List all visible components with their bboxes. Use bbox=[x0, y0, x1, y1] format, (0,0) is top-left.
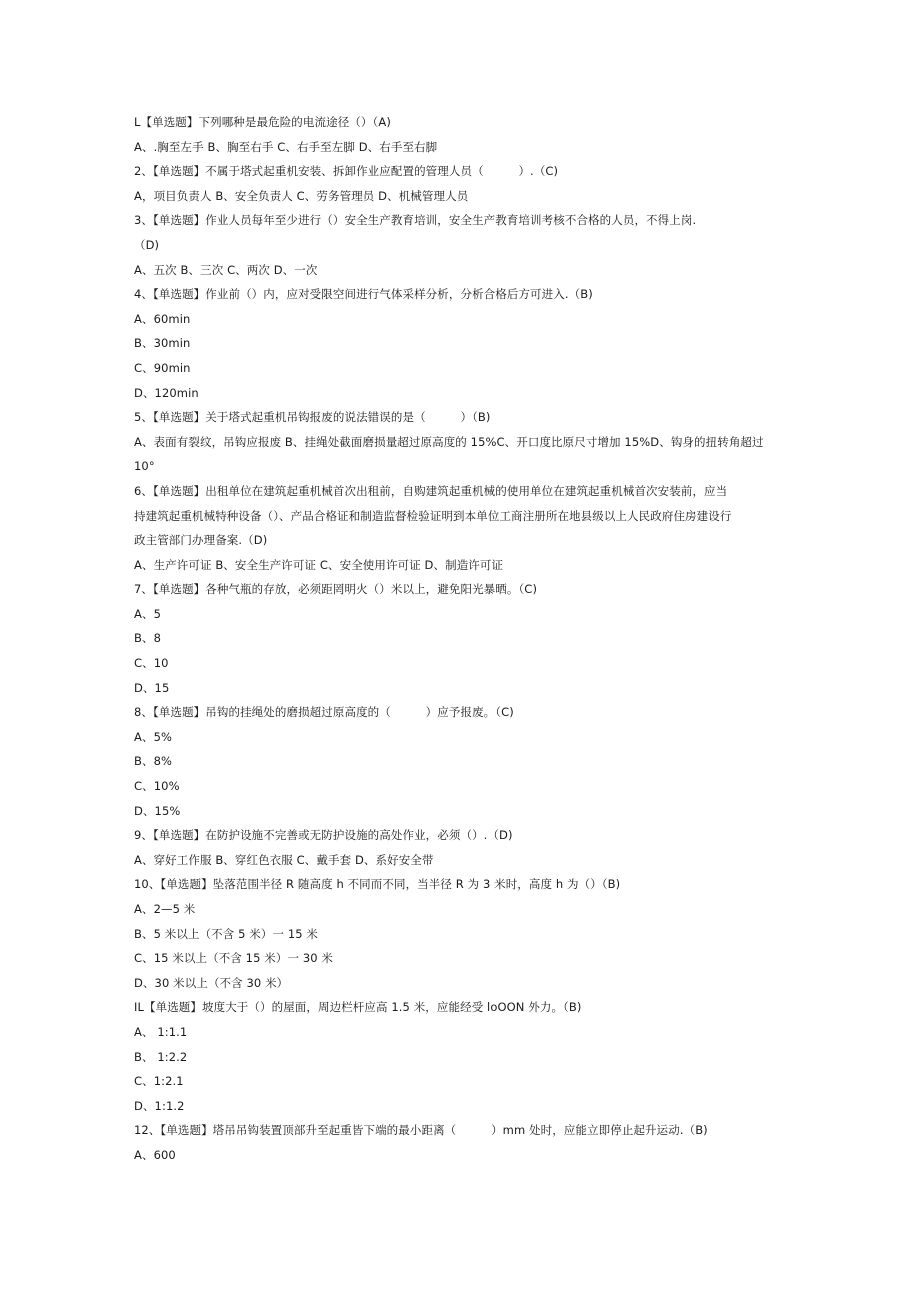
option-4d: D、120min bbox=[134, 385, 199, 400]
option-12a: A、600 bbox=[134, 1147, 176, 1162]
document-page bbox=[134, 110, 794, 1168]
options-6: A、生产许可证 B、安全生产许可证 C、安全使用许可证 D、制造许可证 bbox=[134, 557, 504, 572]
question-9: 9、【单选题】在防护设施不完善或无防护设施的高处作业，必须（）.（D) bbox=[134, 828, 513, 843]
option-11b: B、 1:2.2 bbox=[134, 1049, 188, 1064]
option-11c: C、1:2.1 bbox=[134, 1074, 184, 1089]
question-4: 4、【单选题】作业前（）内，应对受限空间进行气体采样分析，分析合格后方可进入.（B) bbox=[134, 287, 593, 302]
options-1: A、.胸至左手 B、胸至右手 C、右手至左脚 D、右手至右脚 bbox=[134, 139, 438, 154]
question-3-answer: （D) bbox=[134, 237, 160, 252]
question-12: 12、【单选题】塔吊吊钩装置顶部升至起重皆下端的最小距离（ ）mm 处时，应能立即停止起升运动.（B) bbox=[134, 1123, 708, 1138]
option-10b: B、5 米以上（不含 5 米）一 15 米 bbox=[134, 926, 319, 941]
options-5-continued: 10° bbox=[134, 459, 155, 474]
question-6: 6、【单选题】出租单位在建筑起重机械首次出租前，自购建筑起重机械的使用单位在建筑起重机械首次安装前，应当 bbox=[134, 483, 728, 498]
option-10a: A、2—5 米 bbox=[134, 902, 196, 916]
question-7: 7、【单选题】各种气瓶的存放，必须距罔明火（）米以上，避免阳光暴晒。（C) bbox=[134, 582, 538, 597]
question-3: 3、【单选题】作业人员每年至少进行（）安全生产教育培训，安全生产教育培训考核不合格的人员，不得上岗. bbox=[134, 213, 697, 228]
option-4c: C、90min bbox=[134, 360, 191, 375]
question-6-answer: 政主管部门办理备案.（D) bbox=[134, 533, 268, 548]
option-7c: C、10 bbox=[134, 656, 169, 671]
option-8a: A、5% bbox=[134, 729, 173, 744]
option-7b: B、8 bbox=[134, 631, 162, 646]
question-5: 5、【单选题】关于塔式起重机吊钩报废的说法错误的是（ ）（B) bbox=[134, 410, 491, 425]
options-3: A、五次 B、三次 C、两次 D、一次 bbox=[134, 262, 318, 277]
question-6-continued: 持建筑起重机械特种设备（）、产品合格证和制造监督检验证明到本单位工商注册所在地县级以上人民政府住房建设行 bbox=[134, 508, 732, 523]
option-4b: B、30min bbox=[134, 336, 191, 351]
option-10d: D、30 米以上（不含 30 米） bbox=[134, 975, 289, 990]
question-2: 2、【单选题】不属于塔式起重机安装、拆卸作业应配置的管理人员（ ）.（C) bbox=[134, 164, 559, 179]
options-5: A、表面有裂纹，吊钩应报废 B、挂绳处截面磨损量超过原高度的 15%C、开口度比原尺寸增加 15%D、钩身的扭转角超过 bbox=[134, 434, 764, 449]
option-4a: A、60min bbox=[134, 311, 191, 326]
option-8c: C、10% bbox=[134, 779, 180, 794]
question-8: 8、【单选题】吊钩的挂绳处的磨损超过原高度的（ ）应予报废。（C) bbox=[134, 705, 514, 720]
option-10c: C、15 米以上（不含 15 米）一 30 米 bbox=[134, 951, 334, 966]
question-1: L【单选题】下列哪种是最危险的电流途径（）（A) bbox=[134, 115, 391, 129]
option-11a: A、 1:1.1 bbox=[134, 1024, 188, 1039]
options-9: A、穿好工作服 B、穿红色衣服 C、戴手套 D、系好安全带 bbox=[134, 852, 434, 867]
question-11: IL【单选题】坡度大于（）的屋面，周边栏杆应高 1.5 米，应能经受 loOON 外力。（B) bbox=[134, 1000, 582, 1015]
options-2: A，项目负责人 B、安全负责人 C、劳务管理员 D、机械管理人员 bbox=[134, 188, 469, 203]
option-7a: A、5 bbox=[134, 606, 161, 621]
option-8d: D、15% bbox=[134, 803, 181, 818]
question-10: 10、【单选题】坠落范围半径 R 随高度 h 不同而不同，当半径 R 为 3 米时，高度 h 为（）（B) bbox=[134, 877, 621, 892]
option-7d: D、15 bbox=[134, 680, 170, 695]
option-11d: D、1:1.2 bbox=[134, 1098, 185, 1113]
option-8b: B、8% bbox=[134, 754, 173, 769]
